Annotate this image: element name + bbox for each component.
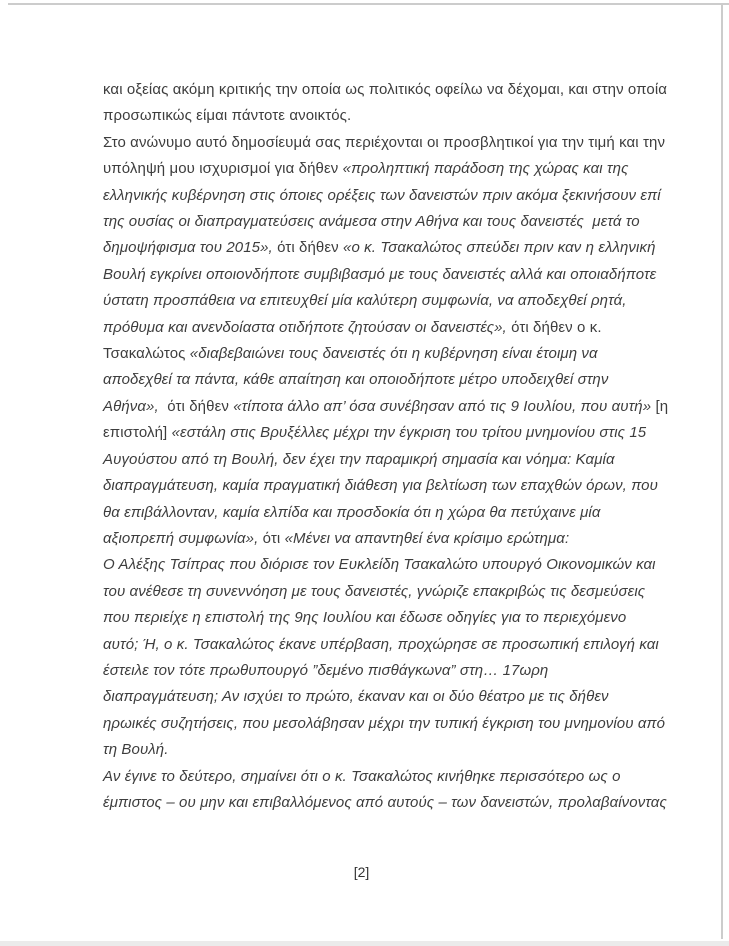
text-line: [103, 658, 678, 684]
quoted-text-segment: «προληπτική παράδοση της χώρας και της: [342, 160, 629, 178]
text-segment: προσωπικώς είμαι πάντοτε ανοικτός.: [103, 107, 352, 125]
text-line: [103, 790, 678, 816]
quoted-text-segment: τη Βουλή.: [103, 741, 169, 759]
text-line: [103, 500, 678, 526]
quoted-text-segment: του ανέθεσε τη συνεννόηση με τους δανειστές, γνώριζε επακριβώς τις δεσμεύσεις: [103, 582, 646, 600]
page-number: [2]: [353, 864, 370, 880]
text-line: [103, 579, 678, 605]
quoted-text-segment: «τίποτα άλλο απ’ όσα συνέβησαν από τις 9 Ιουλίου, που αυτή»: [233, 397, 652, 415]
text-line: [103, 156, 678, 182]
text-segment: ότι δήθεν: [277, 239, 344, 257]
text-segment: και οξείας ακόμη κριτικής την οποία ως πολιτικός οφείλω να δέχομαι, και στην οποία: [103, 81, 668, 98]
text-line: [103, 473, 678, 499]
quoted-text-segment: «διαβεβαιώνει τους δανειστές ότι η κυβέρνηση είναι έτοιμη να: [189, 345, 598, 363]
text-line: [103, 394, 678, 420]
text-line: [103, 262, 678, 288]
text-line: [103, 288, 678, 314]
quoted-text-segment: ηρωικές συζητήσεις, που μεσολάβησαν μέχρι την τυπική έγκριση του μνημονίου από: [103, 714, 666, 732]
text-line: [103, 235, 678, 261]
text-line: [103, 447, 678, 473]
page-right-edge: [721, 3, 723, 939]
quoted-text-segment: πρόθυμα και ανενδοίαστα οτιδήποτε ζητούσαν οι δανειστές»,: [103, 318, 512, 336]
text-segment: υπόληψή μου ισχυρισμοί για δήθεν: [103, 160, 343, 178]
quoted-text-segment: αξιοπρεπή συμφωνία»,: [103, 529, 263, 547]
text-segment: επιστολή]: [103, 424, 172, 442]
quoted-text-segment: Βουλή εγκρίνει οποιονδήποτε συμβιβασμό με τους δανειστές αλλά και οποιαδήποτε: [103, 265, 657, 283]
quoted-text-segment: Ο Αλέξης Τσίπρας που διόρισε τον Ευκλείδη Τσακαλώτο υπουργό Οικονομικών και: [103, 556, 656, 574]
quoted-text-segment: που περιείχε η επιστολή της 9ης Ιουλίου και έδωσε οδηγίες για το περιεχόμενο: [103, 609, 627, 627]
quoted-text-segment: αποδεχθεί τα πάντα, κάθε απαίτηση και οποιοδήποτε μέτρο υποδειχθεί στην: [103, 371, 609, 389]
text-line: [103, 684, 678, 710]
quoted-text-segment: ελληνικής κυβέρνηση στις όποιες ορέξεις των δανειστών πριν ακόμα ξεκινήσουν επί: [103, 186, 661, 204]
text-segment: Στο ανώνυμο αυτό δημοσίευμά σας περιέχονται οι προσβλητικοί για την τιμή και την: [103, 133, 666, 151]
text-line: [103, 367, 678, 393]
quoted-text-segment: αυτό; Ή, ο κ. Τσακαλώτος έκανε υπέρβαση, προχώρησε σε προσωπική επιλογή και: [103, 635, 659, 653]
text-segment: ότι δήθεν ο κ.: [511, 318, 602, 336]
document-text-block[interactable]: [103, 77, 678, 816]
text-line: [103, 209, 678, 235]
text-line: [103, 526, 678, 552]
quoted-text-segment: δημοψήφισμα του 2015»,: [103, 239, 278, 257]
text-line: [103, 711, 678, 737]
text-line: [103, 605, 678, 631]
text-segment: ότι δήθεν: [167, 397, 234, 415]
quoted-text-segment: Αν έγινε το δεύτερο, σημαίνει ότι ο κ. Τσακαλώτος κινήθηκε περισσότερο ως ο: [103, 767, 621, 785]
quoted-text-segment: «εστάλη στις Βρυξέλλες μέχρι την έγκριση του τρίτου μνημονίου στις 15: [171, 424, 647, 442]
text-segment: [η: [651, 397, 669, 415]
text-line: [103, 737, 678, 763]
text-line: [103, 77, 678, 103]
quoted-text-segment: «ο κ. Τσακαλώτος σπεύδει πριν καν η ελληνική: [343, 239, 656, 257]
quoted-text-segment: διαπραγμάτευση; Αν ισχύει το πρώτο, έκαναν και οι δύο θέατρο με τις δήθεν: [103, 688, 609, 706]
text-line: [103, 341, 678, 367]
text-line: [103, 130, 678, 156]
page-gap-background: [0, 941, 729, 946]
quoted-text-segment: διαπραγμάτευση, καμία πραγματική διάθεση για βελτίωση των επαχθών όρων, που: [103, 477, 658, 495]
quoted-text-segment: ύστατη προσπάθεια να επιτευχθεί μία καλύτερη συμφωνία, να αποδεχθεί ρητά,: [103, 292, 627, 310]
quoted-text-segment: «Μένει να απαντηθεί ένα κρίσιμο ερώτημα:: [284, 529, 570, 547]
quoted-text-segment: έμπιστος – ου μην και επιβαλλόμενος από αυτούς – των δανειστών, προλαβαίνοντας: [103, 793, 667, 811]
quoted-text-segment: Αυγούστου από τη Βουλή, δεν έχει την παραμικρή σημασία και νόημα: Καμία: [103, 450, 615, 468]
text-line: [103, 315, 678, 341]
text-line: [103, 183, 678, 209]
text-line: [103, 764, 678, 790]
quoted-text-segment: έστειλε τον τότε πρωθυπουργό ”δεμένο πισθάγκωνα” στη… 17ωρη: [103, 661, 549, 679]
text-segment: Τσακαλώτος: [103, 345, 190, 363]
quoted-text-segment: θα επιβάλλονταν, καμία ελπίδα και προσδοκία ότι η χώρα θα πετύχαινε μία: [103, 503, 601, 521]
text-line: [103, 103, 678, 129]
text-line: [103, 552, 678, 578]
page-top-edge: [8, 3, 729, 5]
text-segment: ότι: [262, 529, 285, 547]
quoted-text-segment: Αθήνα»,: [103, 397, 168, 415]
text-line: [103, 420, 678, 446]
quoted-text-segment: της ουσίας οι διαπραγματεύσεις ανάμεσα στην Αθήνα και τους δανειστές μετά το: [103, 213, 640, 231]
text-line: [103, 632, 678, 658]
